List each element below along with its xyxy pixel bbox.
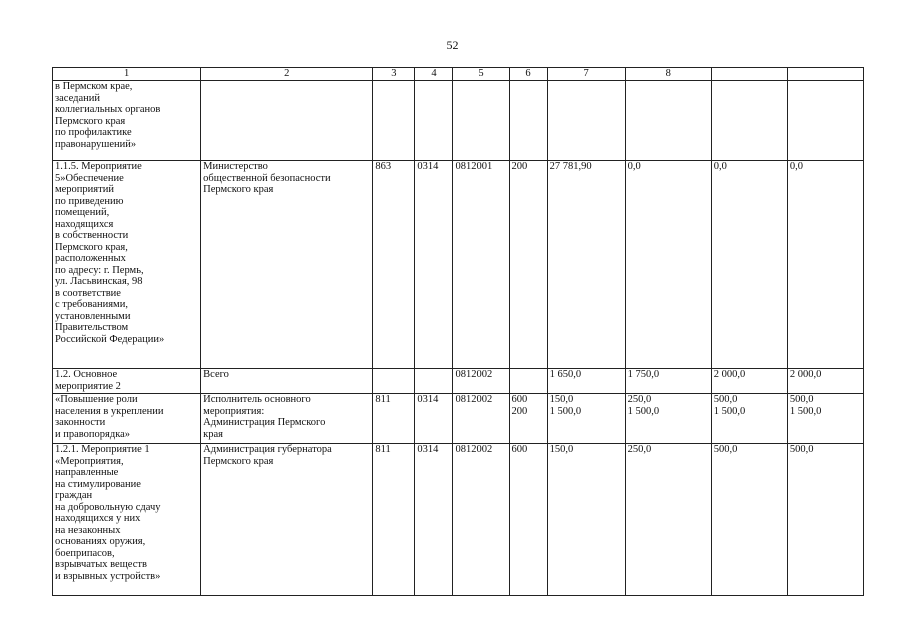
cell-event-name: 1.2. Основное мероприятие 2 xyxy=(53,369,201,394)
cell-code-target: 0812002 xyxy=(453,444,509,596)
cell-code-section xyxy=(415,369,453,394)
cell-event-name: 1.1.5. Мероприятие 5»Обеспечение мероприятий по приведению помещений, находящихся в собственности Пермского края, расположенных по адресу: г. Пермь, ул. Ласьвинская, 98 в соответствие с требованиями, установленными Правительством Российской Федерации» xyxy=(53,161,201,369)
cell-code-section xyxy=(415,81,453,161)
cell-executor: Министерство общественной безопасности Пермского края xyxy=(201,161,373,369)
cell-event-name: в Пермском крае, заседаний коллегиальных органов Пермского края по профилактике правонарушений» xyxy=(53,81,201,161)
cell-amount: 250,0 1 500,0 xyxy=(625,394,711,444)
cell-amount: 2 000,0 xyxy=(787,369,863,394)
cell-code-grbs: 811 xyxy=(373,394,415,444)
cell-amount: 150,0 1 500,0 xyxy=(547,394,625,444)
cell-amount: 27 781,90 xyxy=(547,161,625,369)
cell-code-type: 600 xyxy=(509,444,547,596)
cell-code-type: 200 xyxy=(509,161,547,369)
header-cell xyxy=(711,68,787,81)
cell-code-type xyxy=(509,369,547,394)
table-row xyxy=(53,444,864,596)
cell-amount: 2 000,0 xyxy=(711,369,787,394)
cell-code-target: 0812002 xyxy=(453,394,509,444)
cell-code-grbs: 811 xyxy=(373,444,415,596)
cell-amount xyxy=(625,81,711,161)
cell-code-grbs xyxy=(373,81,415,161)
cell-amount: 0,0 xyxy=(711,161,787,369)
page-number: 52 xyxy=(446,38,459,52)
cell-code-target: 0812002 xyxy=(453,369,509,394)
cell-code-target: 0812001 xyxy=(453,161,509,369)
cell-amount: 0,0 xyxy=(787,161,863,369)
header-cell: 5 xyxy=(453,68,509,81)
header-cell: 2 xyxy=(201,68,373,81)
budget-table xyxy=(52,67,864,596)
cell-code-target xyxy=(453,81,509,161)
cell-amount: 500,0 1 500,0 xyxy=(787,394,863,444)
cell-amount: 1 750,0 xyxy=(625,369,711,394)
cell-amount xyxy=(547,81,625,161)
cell-amount: 500,0 xyxy=(787,444,863,596)
table-row xyxy=(53,161,864,369)
cell-executor: Всего xyxy=(201,369,373,394)
cell-amount xyxy=(787,81,863,161)
table-row xyxy=(53,369,864,394)
cell-code-section: 0314 xyxy=(415,161,453,369)
cell-event-name: 1.2.1. Мероприятие 1 «Мероприятия, направленные на стимулирование граждан на добровольную сдачу находящихся у них на незаконных основаниях оружия, боеприпасов, взрывчатых веществ и взрывных устройств» xyxy=(53,444,201,596)
header-row xyxy=(53,68,864,81)
cell-code-type xyxy=(509,81,547,161)
cell-amount: 1 650,0 xyxy=(547,369,625,394)
header-cell: 1 xyxy=(53,68,201,81)
header-cell: 8 xyxy=(625,68,711,81)
cell-amount: 0,0 xyxy=(625,161,711,369)
header-cell: 7 xyxy=(547,68,625,81)
cell-code-grbs: 863 xyxy=(373,161,415,369)
header-cell: 3 xyxy=(373,68,415,81)
cell-code-section: 0314 xyxy=(415,394,453,444)
cell-code-grbs xyxy=(373,369,415,394)
cell-amount: 500,0 xyxy=(711,444,787,596)
cell-code-section: 0314 xyxy=(415,444,453,596)
cell-amount xyxy=(711,81,787,161)
cell-executor: Исполнитель основного мероприятия: Администрация Пермского края xyxy=(201,394,373,444)
cell-amount: 150,0 xyxy=(547,444,625,596)
cell-executor xyxy=(201,81,373,161)
cell-code-type: 600 200 xyxy=(509,394,547,444)
table-row xyxy=(53,394,864,444)
header-cell xyxy=(787,68,863,81)
cell-amount: 250,0 xyxy=(625,444,711,596)
table-row xyxy=(53,81,864,161)
cell-executor: Администрация губернатора Пермского края xyxy=(201,444,373,596)
cell-event-name: «Повышение роли населения в укреплении законности и правопорядка» xyxy=(53,394,201,444)
header-cell: 4 xyxy=(415,68,453,81)
header-cell: 6 xyxy=(509,68,547,81)
cell-amount: 500,0 1 500,0 xyxy=(711,394,787,444)
